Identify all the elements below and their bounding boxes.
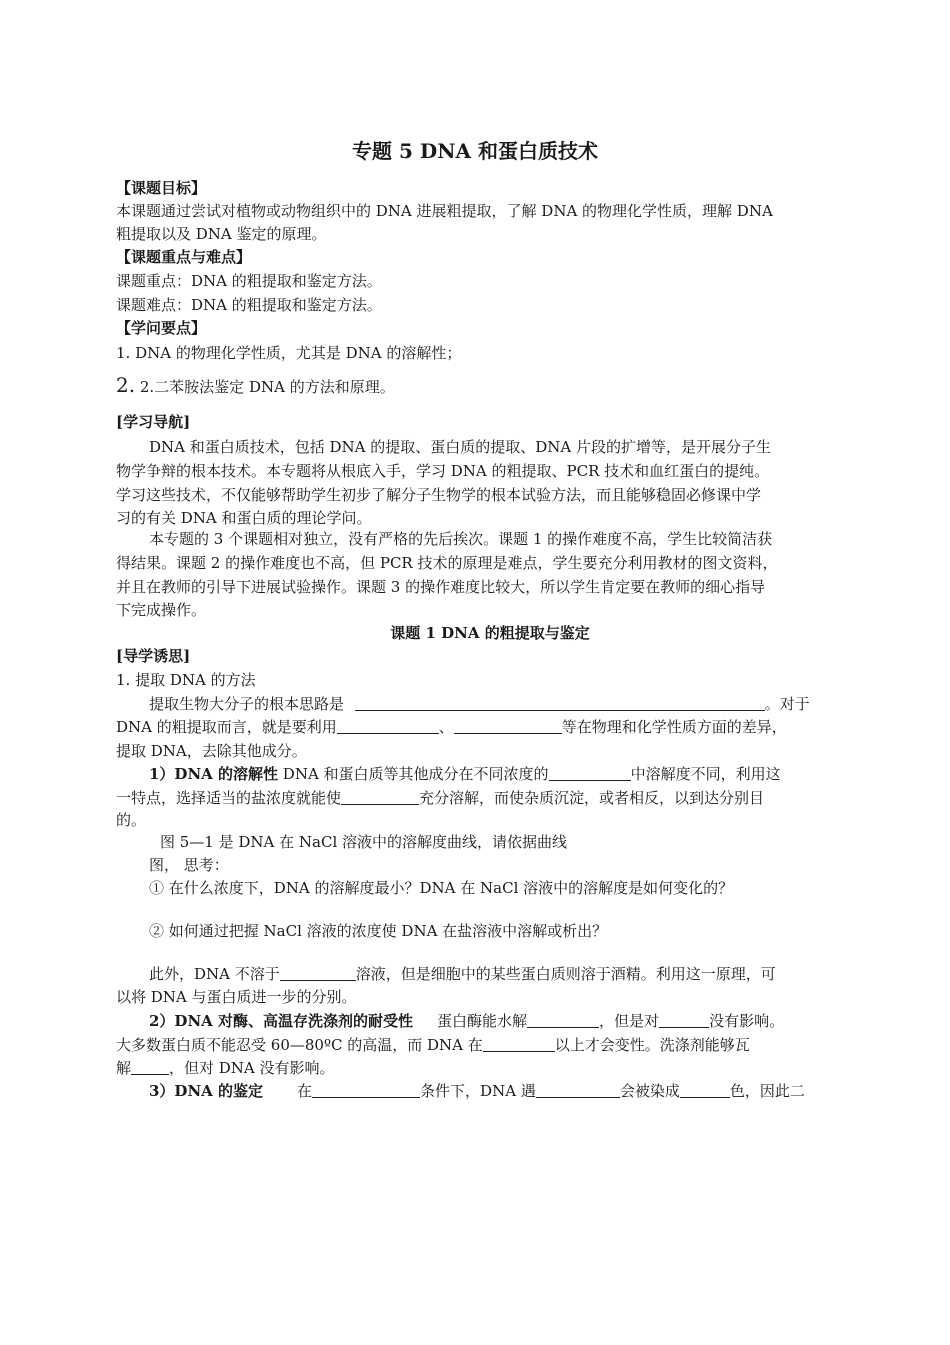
text-segment: 没有影响。 [709,1012,785,1030]
tolerance-heading: 2）DNA 对酶、高温存洗涤剂的耐受性 [149,1012,414,1030]
knowledge-point-1: 1. DNA 的物理化学性质，尤其是 DNA 的溶解性； [116,344,462,362]
knowledge-point-2 [116,374,842,398]
focus-key-point: 课题重点：DNA 的粗提取和鉴定方法。 [116,272,382,290]
answer-blank[interactable] [312,1083,420,1098]
solubility-line-3: 的。 [116,811,147,829]
text-segment: 一特点，选择适当的盐浓度就能使 [116,789,342,807]
nav-paragraph-2-line-2: 得结果。课题 2 的操作难度也不高，但 PCR 技术的原理是难点，学生要充分利用教材的图文资料， [116,554,778,572]
alcohol-line-1 [116,963,842,985]
text-segment: 此外，DNA 不溶于 [149,965,280,983]
nav-paragraph-2-line-4: 下完成操作。 [116,601,207,619]
text-segment: 蛋白酶能水解 [437,1012,528,1030]
text-segment: DNA 的粗提取而言，就是要利用 [116,718,337,736]
focus-heading: 【课题重点与难点】 [116,248,252,266]
goal-text-line-2: 粗提取以及 DNA 鉴定的原理。 [116,225,327,243]
question-1: ① 在什么浓度下，DNA 的溶解度最小？DNA 在 NaCl 溶液中的溶解度是如何变化的？ [149,879,734,897]
text-segment: 提取生物大分子的根本思路是 [149,695,345,713]
answer-blank[interactable] [659,1013,709,1028]
nav-paragraph-1-line-1: DNA 和蛋白质技术，包括 DNA 的提取、蛋白质的提取、DNA 片段的扩增等，是开展分子生 [149,438,772,456]
text-segment: 会被染成 [619,1082,680,1100]
solubility-heading: 1）DNA 的溶解性 [149,765,279,783]
guide-line-extract: 提取 DNA，去除其他成分。 [116,742,307,760]
text-segment: 色，因此二 [729,1082,805,1100]
answer-blank[interactable] [280,966,356,981]
focus-difficult-point: 课题难点：DNA 的粗提取和鉴定方法。 [116,296,382,314]
nav-paragraph-1-line-3: 学习这些技术，不仅能够帮助学生初步了解分子生物学的根本试验方法，而且能够稳固必修课中学 [116,486,762,504]
answer-blank[interactable] [454,719,562,734]
guide-line-differences [116,716,842,738]
figure-caption-line-1: 图 5—1 是 DNA 在 NaCl 溶液中的溶解度曲线，请依据曲线 [160,833,568,851]
text-segment: 解 [116,1059,132,1077]
text-segment: ，但是对 [599,1012,660,1030]
answer-blank[interactable] [337,719,439,734]
guide-line-basic-idea [116,693,842,715]
answer-blank[interactable] [527,1013,599,1028]
knowledge-point-2-number: 2. [116,374,136,397]
text-segment: 以上才会变性。洗涤剂能够瓦 [554,1036,750,1054]
tolerance-line-2 [116,1034,842,1056]
text-segment: DNA 和蛋白质等其他成分在不同浓度的 [278,765,549,783]
solubility-line-1 [116,763,842,785]
nav-paragraph-2-line-3: 并且在教师的引导下进展试验操作。课题 3 的操作难度比较大，所以学生肯定要在教师的细心指导 [116,578,766,596]
lesson-title: 课题 1 DNA 的粗提取与鉴定 [390,624,590,642]
guide-item-1: 1. 提取 DNA 的方法 [116,671,256,689]
nav-paragraph-1-line-2: 物学争辩的根本技术。本专题将从根底入手，学习 DNA 的粗提取、PCR 技术和血红蛋白的提纯。 [116,462,770,480]
knowledge-points-heading: 【学问要点】 [116,319,207,337]
alcohol-line-2: 以将 DNA 与蛋白质进一步的分别。 [116,988,357,1006]
text-segment: 、 [438,718,454,736]
answer-blank[interactable] [483,1037,555,1052]
goal-text-line-1: 本课题通过尝试对植物或动物组织中的 DNA 进展粗提取，了解 DNA 的物理化学性质，理解 DNA [116,202,773,220]
study-nav-heading: [学习导航] [116,413,191,431]
answer-blank[interactable] [341,790,419,805]
text-segment: 溶液，但是细胞中的某些蛋白质则溶于酒精。利用这一原理，可 [355,965,776,983]
answer-blank[interactable] [536,1083,620,1098]
page-title: 专题 5 DNA 和蛋白质技术 [352,139,598,163]
tolerance-line-3 [116,1057,842,1079]
knowledge-point-2-text: 2.二苯胺法鉴定 DNA 的方法和原理。 [135,378,395,396]
text-segment: 中溶解度不同，利用这 [630,765,781,783]
figure-caption-line-2: 图， 思考： [149,856,229,874]
goal-heading: 【课题目标】 [116,179,207,197]
answer-blank[interactable] [355,696,765,711]
answer-blank[interactable] [549,766,631,781]
text-segment: 等在物理和化学性质方面的差异， [561,718,787,736]
answer-blank[interactable] [131,1060,169,1075]
solubility-line-2 [116,787,842,809]
text-segment: ，但对 DNA 没有影响。 [169,1059,335,1077]
text-segment: 大多数蛋白质不能忍受 60—80ºC 的高温，而 DNA 在 [116,1036,483,1054]
guide-heading: [导学诱思] [116,647,191,665]
nav-paragraph-2-line-1: 本专题的 3 个课题相对独立，没有严格的先后挨次。课题 1 的操作难度不高，学生比较简洁获 [149,530,773,548]
identification-heading: 3）DNA 的鉴定 [149,1082,264,1100]
answer-blank[interactable] [680,1083,730,1098]
text-segment: 充分溶解，而使杂质沉淀，或者相反，以到达分别目 [419,789,765,807]
text-segment: 。对于 [764,695,810,713]
nav-paragraph-1-line-4: 习的有关 DNA 和蛋白质的理论学问。 [116,509,372,527]
text-segment: 在 [297,1082,313,1100]
identification-line-1 [116,1080,842,1102]
question-2: ② 如何通过把握 NaCl 溶液的浓度使 DNA 在盐溶液中溶解或析出？ [149,922,608,940]
tolerance-line-1 [116,1010,842,1032]
text-segment: 条件下，DNA 遇 [420,1082,536,1100]
